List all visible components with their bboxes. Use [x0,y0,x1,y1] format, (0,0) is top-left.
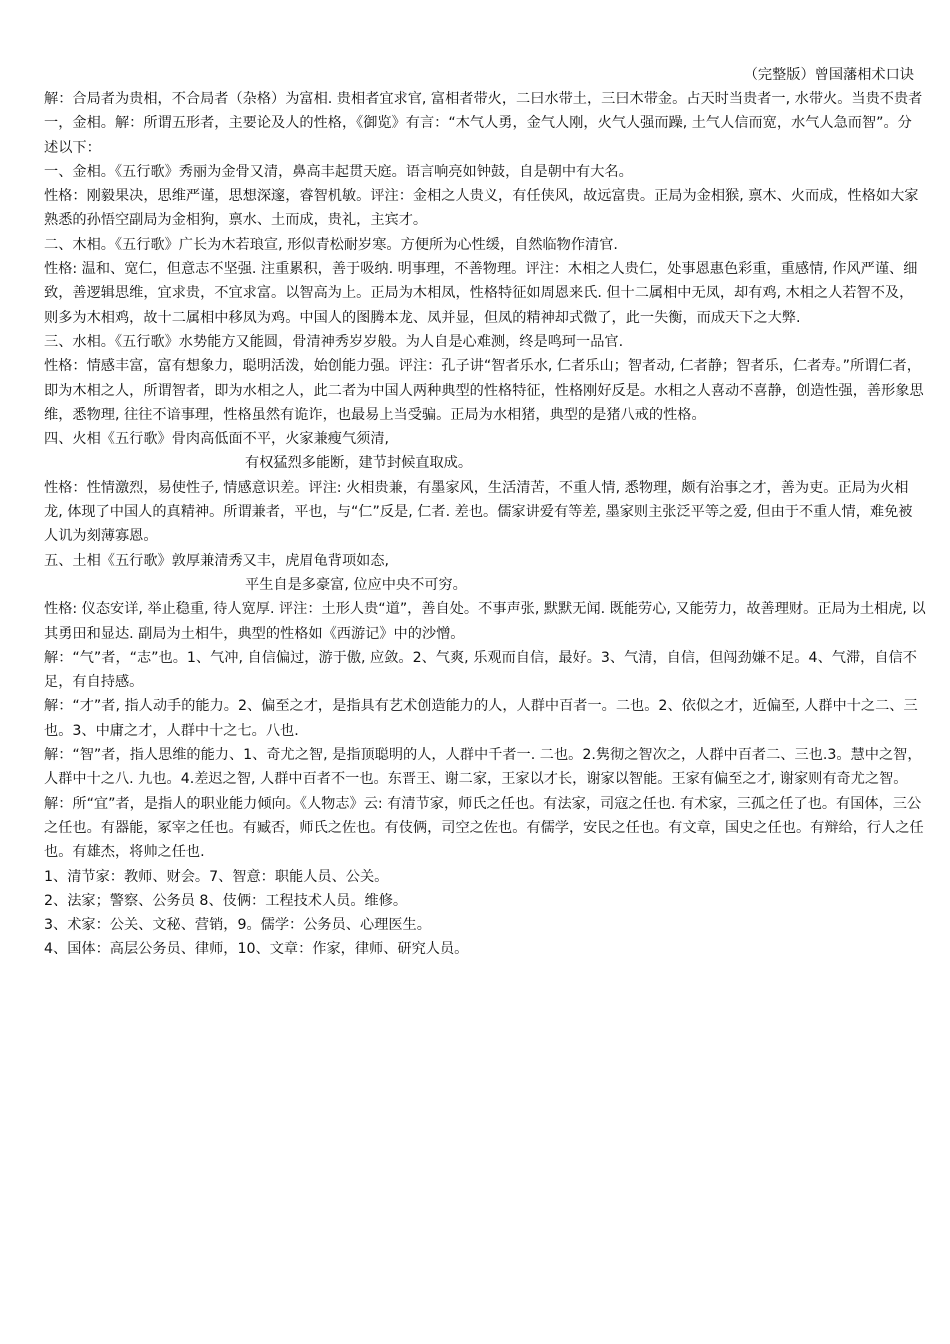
paragraph-fire-character: 性格：性情激烈，易使性子, 情感意识差。评注: 火相贵兼，有墨家风，生活清苦，不重人情, 悉物理，颇有治事之才，善为吏。正局为火相龙, 体现了中国人的真精神。所谓兼者，平也，与“仁”反是, 仁者. 差也。儒家讲爱有等差, 墨家则主张泛平等之爱, 但由于不重人情，难免被人讥为刻薄寡恩。 [44,479,913,545]
paragraph-intro: 解：合局者为贵相，不合局者（杂格）为富相. 贵相者宜求官, 富相者带火，二曰水带土，三曰木带金。占天时当贵者一, 水带火。当贵不贵者一，金相。解：所谓五形者，主要论及人的性格，《御览》有言：“木气人勇，金气人刚，火气人强而躁, 土气人信而宽，水气人急而智”。分述以下： [44,91,923,156]
list-item-3: 3、术家：公关、文秘、营销，9。儒学：公务员、心理医生。 [44,917,431,934]
paragraph-wood-poem: 二、木相。《五行歌》广长为木若琅宣, 形似青松耐岁寒。方便所为心性缓，自然临物作清官. [44,236,618,253]
paragraph-water-poem: 三、水相。《五行歌》水势能方又能圆，骨清神秀岁岁般。为人自是心难测，终是鸣珂一品官. [44,333,624,350]
paragraph-earth-poem: 五、土相《五行歌》敦厚兼清秀又丰，虎眉龟背项如态, [44,552,390,569]
paragraph-wood-character: 性格: 温和、宽仁，但意志不坚强. 注重累积，善于吸纳. 明事理，不善物理。评注：木相之人贵仁，处事恩惠色彩重，重感情, 作风严谨、细致，善逻辑思维，宜求贵，不宜求富。以智高为上。正局为木相凤，性格特征如周恩来氏. 但十二属相中无凤，却有鸡, 木相之人若智不及，则多为木相鸡，故十二属相中移凤为鸡。中国人的图腾本龙、凤并显，但凤的精神却式微了，此一失衡，而成天下之大弊. [44,261,918,326]
paragraph-cai: 解：“才”者, 指人动手的能力。2、偏至之才，是指具有艺术创造能力的人，人群中百者一。二也。2、依似之才，近偏至, 人群中十之二、三也。3、中庸之才，人群中十之七。八也. [44,698,918,739]
list-item-1: 1、清节家：教师、财会。7、智意：职能人员、公关。 [44,868,389,885]
paragraph-water-character: 性格：情感丰富，富有想象力，聪明活泼，始创能力强。评注：孔子讲“智者乐水, 仁者乐山；智者动, 仁者静；智者乐，仁者寿。”所谓仁者，即为木相之人，所谓智者，即为水相之人，此二者为中国人两种典型的性格特征，性格刚好反是。水相之人喜动不喜静，创造性强，善形象思维，悉物理, 往往不谙事理，性格虽然有诡诈，也最易上当受骗。正局为水相猪，典型的是猪八戒的性格。 [44,358,924,423]
document-body [44,87,926,962]
paragraph-metal-character: 性格：刚毅果决，思维严谨，思想深邃，睿智机敏。评注：金相之人贵义，有任侠风，故远富贵。正局为金相猴, 禀木、火而成，性格如大家熟悉的孙悟空副局为金相狗，禀水、土而成，贵礼，主宾才。 [44,188,919,229]
paragraph-fire-poem-line2: 有权猛烈多能断，建节封候直取成。 [245,455,473,472]
document-title: （完整版）曾国藩相术口诀 [743,67,914,83]
paragraph-earth-character: 性格: 仪态安详, 举止稳重, 待人宽厚. 评注：土形人贵“道”，善自处。不事声张, 默默无闻. 既能劳心, 又能劳力，故善理财。正局为土相虎, 以其勇田和显达. 副局为土相牛，典型的性格如《西游记》中的沙憎。 [44,601,926,642]
list-item-2: 2、法家；警察、公务员 8、伎俩：工程技术人员。维修。 [44,892,408,909]
paragraph-earth-poem-line2: 平生自是多豪富, 位应中央不可穷。 [245,576,467,593]
paragraph-zhi: 解：“智”者，指人思维的能力、1、奇尤之智, 是指顶聪明的人，人群中千者一. 二也。2.隽彻之智次之，人群中百者二、三也.3。慧中之智，人群中十之八. 九也。4.差迟之智, 人群中百者不一也。东晋王、谢二家，王家以才长，谢家以智能。王家有偏至之才, 谢家则有奇尤之智。 [44,747,922,788]
paragraph-qi: 解：“气”者，“志”也。1、气冲, 自信偏过，游于傲, 应敛。2、气爽, 乐观而自信，最好。3、气清，自信，但闯劲嫌不足。4、气滞，自信不足，有自持感。 [44,649,917,691]
list-item-4: 4、国体：高层公务员、律师，10、文章：作家，律师、研究人员。 [44,941,469,958]
paragraph-fire-poem: 四、火相《五行歌》骨肉高低面不平，火家兼瘦气须清, [44,431,390,448]
paragraph-yi: 解：所“宜”者，是指人的职业能力倾向。《人物志》云: 有清节家，师氏之任也。有法家，司寇之任也. 有术家，三孤之任了也。有国体，三公之任也。有器能，冢宰之任也。有臧否，师氏之佐也。有伎俩，司空之佐也。有儒学，安民之任也。有文章，国史之任也。有辩给，行人之任也。有雄杰，将帅之任也. [44,795,924,861]
paragraph-metal-poem: 一、金相。《五行歌》秀丽为金骨又清，鼻高丰起贯天庭。语言响亮如钟鼓，自是朝中有大名。 [44,163,633,180]
